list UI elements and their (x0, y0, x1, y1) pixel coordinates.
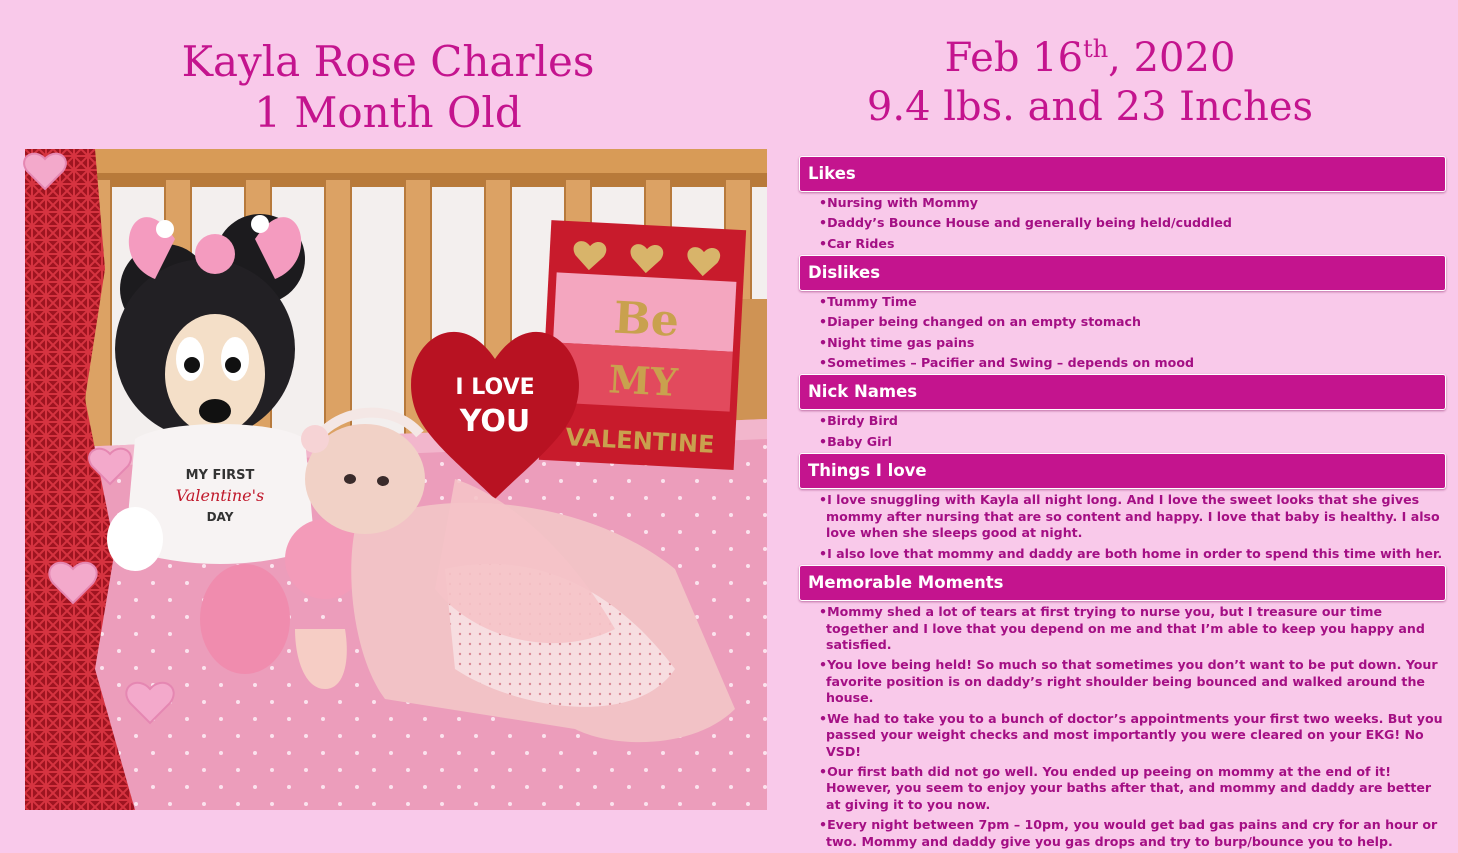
section-things-i-love (799, 453, 1446, 565)
nick-names-list (799, 410, 1446, 453)
list-item: • I also love that mommy and daddy are both home in order to spend this time with her. (819, 546, 1446, 563)
list-item: • We had to take you to a bunch of doctor’s appointments your first two weeks. But you passed your weight checks and most importantly you were cleared on your EKG! No VSD! (819, 711, 1446, 761)
list-item: • I love snuggling with Kayla all night long. And I love the sweet looks that she gives mommy after nursing that are so content and happy. I love that baby is healthy. I also love when she sleeps good at night. (819, 492, 1446, 542)
list-item: • Sometimes – Pacifier and Swing – depends on mood (819, 355, 1446, 372)
section-header-nick-names: Nick Names (799, 374, 1446, 410)
list-item: • Diaper being changed on an empty stomach (819, 314, 1446, 331)
list-item: • Daddy’s Bounce House and generally being held/cuddled (819, 215, 1446, 232)
section-dislikes (799, 255, 1446, 374)
section-header-things-i-love: Things I love (799, 453, 1446, 489)
weight-height-line: 9.4 lbs. and 23 Inches (866, 83, 1314, 130)
section-header-likes: Likes (799, 156, 1446, 192)
list-item: • Birdy Bird (819, 413, 1446, 430)
section-memorable-moments (799, 565, 1446, 853)
list-item: • Every night between 7pm – 10pm, you would get bad gas pains and cry for an hour or two. Mommy and daddy give you gas drops and try to burp/bounce you to help. (819, 817, 1446, 850)
list-item: • You love being held! So much so that sometimes you don’t want to be put down. Your favorite position is on daddy’s right shoulder being bounced and walked around the house. (819, 657, 1446, 707)
svg-text:Valentine's: Valentine's (175, 486, 265, 505)
baby-photo (25, 149, 767, 810)
likes-list (799, 192, 1446, 255)
age-label: 1 Month Old (254, 88, 522, 138)
svg-text:I LOVE: I LOVE (455, 375, 535, 400)
list-item: • Night time gas pains (819, 335, 1446, 352)
date-line: Feb 16th, 2020 (944, 35, 1236, 81)
section-header-memorable-moments: Memorable Moments (799, 565, 1446, 601)
list-item: • Car Rides (819, 236, 1446, 253)
milestone-panel (799, 156, 1446, 853)
dislikes-list (799, 291, 1446, 374)
svg-text:DAY: DAY (206, 510, 234, 524)
date-stats-title (830, 34, 1350, 132)
baby-name-title (90, 36, 686, 138)
baby-name: Kayla Rose Charles (181, 37, 595, 86)
baby-photo-illustration (25, 149, 767, 810)
section-likes (799, 156, 1446, 255)
svg-text:VALENTINE: VALENTINE (564, 423, 716, 459)
list-item: • Tummy Time (819, 294, 1446, 311)
section-header-dislikes: Dislikes (799, 255, 1446, 291)
list-item: • Baby Girl (819, 434, 1446, 451)
svg-text:MY FIRST: MY FIRST (185, 468, 255, 483)
svg-text:Be: Be (612, 292, 681, 347)
list-item: • Nursing with Mommy (819, 195, 1446, 212)
things-i-love-list (799, 489, 1446, 565)
list-item: • Our first bath did not go well. You ended up peeing on mommy at the end of it! However, you seem to enjoy your baths after that, and mommy and daddy are better at giving it to you now. (819, 764, 1446, 814)
section-nick-names (799, 374, 1446, 453)
list-item: • Mommy shed a lot of tears at first trying to nurse you, but I treasure our time together and I love that you depend on me and that I’m able to keep you happy and satisfied. (819, 604, 1446, 654)
svg-text:MY: MY (607, 356, 679, 405)
svg-text:YOU: YOU (459, 404, 531, 439)
memorable-moments-list (799, 601, 1446, 853)
valentine-sign (539, 220, 746, 470)
